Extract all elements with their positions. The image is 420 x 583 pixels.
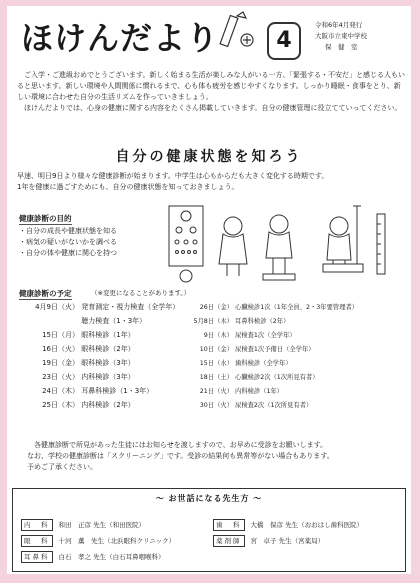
closing-paragraph: 各健康診断で所見があった生徒にはお知らせを渡しますので、お早めに受診をお願いします。 なお、学校の健康診断は「スクリーニング」です。受診の結果何も異常等がない場合もあります。 予めご了承ください。 bbox=[27, 441, 334, 471]
health-check-illustration bbox=[167, 204, 407, 284]
doctor-row: 耳鼻科 白石 孝之 先生（白石耳鼻咽喉科） bbox=[21, 551, 165, 563]
department-name: 保 健 室 bbox=[325, 43, 358, 51]
section-heading: 自分の健康状態を知ろう bbox=[115, 149, 303, 165]
purpose-item: ・病気の疑いがないかを調べる bbox=[19, 238, 117, 246]
purpose-list bbox=[19, 226, 117, 259]
eye-chart-icon bbox=[169, 206, 203, 266]
doctors-title: ～ お世話になる先生方 ～ bbox=[155, 494, 263, 503]
schedule-row: 9日（木） 尿検査1次（全学年） bbox=[203, 332, 296, 339]
pencil-icon bbox=[207, 10, 259, 54]
newsletter-sheet bbox=[7, 6, 411, 574]
schedule-row: 30日（火） 尿検査2次（1次所見有者） bbox=[199, 402, 313, 409]
school-name: 大阪市立東中学校 bbox=[315, 32, 367, 40]
newsletter-title: ほけんだより bbox=[21, 19, 220, 57]
schedule-note: （※変更になることがあります。） bbox=[91, 289, 191, 297]
schedule-row: 15日（月） 眼科検診（1年） bbox=[42, 331, 135, 339]
schedule-row: 26日（金） 心臓検診1次（1年全員、2・3年要管理者） bbox=[199, 304, 359, 311]
schedule-row: 15日（水） 歯科検診（全学年） bbox=[199, 360, 292, 367]
schedule-row: 19日（金） 眼科検診（3年） bbox=[42, 359, 135, 367]
doctor-row: 内 科 和田 正彦 先生（和田医院） bbox=[21, 519, 145, 531]
purpose-item: ・自分の体や健康に関心を持つ bbox=[19, 249, 117, 257]
issue-number: 4 bbox=[267, 22, 301, 60]
issue-meta bbox=[315, 20, 367, 53]
doctors-box bbox=[12, 488, 406, 572]
schedule-row: 4月9日（火） 発育測定・視力検査（全学年） bbox=[35, 303, 180, 311]
schedule-row: 24日（木） 耳鼻科検診（1・3年） bbox=[42, 387, 154, 395]
doctor-row: 眼 科 十河 薫 先生（北浜眼科クリニック） bbox=[21, 535, 175, 547]
schedule-title: 健康診断の予定 bbox=[19, 289, 72, 298]
purpose-item: ・自分の成長や健康状態を知る bbox=[19, 227, 117, 235]
doctor-row: 歯 科 大橋 保彦 先生（おおはし歯科医院） bbox=[213, 519, 363, 531]
schedule-row: 16日（火） 眼科検診（2年） bbox=[42, 345, 135, 353]
doctor-row: 薬剤師 宮 卓子 先生（宮薬局） bbox=[213, 535, 324, 547]
issue-date: 令和6年4月発行 bbox=[315, 21, 363, 29]
intro-paragraph: ご入学・ご進級おめでとうございます。新しく始まる生活が楽しみな人がいる一方、「緊張する・不安だ」と感じる人もいると思います。新しい環境や人間関係に慣れるまで、心も体も疲労を感じやすくなります。しっかり睡眠・食事をとり、新しい環境に合わせた自分の生活リズムを作っていきましょう。 ほけんだよりでは、心身の健康に関する内容をたくさん掲載していきます。自分の健康管理に役立てていってください。 bbox=[17, 71, 405, 112]
schedule-row: 10日（金） 尿検査1次予備日（全学年） bbox=[199, 346, 315, 353]
purpose-title: 健康診断の目的 bbox=[19, 214, 72, 223]
schedule-row: 23日（火） 内科検診（3年） bbox=[42, 373, 135, 381]
schedule-row: 18日（土） 心臓検診2次（1次所見有者） bbox=[199, 374, 319, 381]
schedule-row: 聴力検査（1・3年） bbox=[81, 317, 147, 325]
schedule-row: 21日（火） 内科検診（1年） bbox=[199, 388, 284, 395]
schedule-row: 25日（木） 内科検診（2年） bbox=[42, 401, 135, 409]
schedule-row: 5月8日（木） 耳鼻科検診（2年） bbox=[193, 318, 290, 325]
heading-subtext: 早速、明日9日より様々な健康診断が始まります。中学生は心もからだも大きく変化する時期です。 1年を健康に過ごすためにも、自分の健康状態を知っておきましょう。 bbox=[17, 172, 329, 191]
